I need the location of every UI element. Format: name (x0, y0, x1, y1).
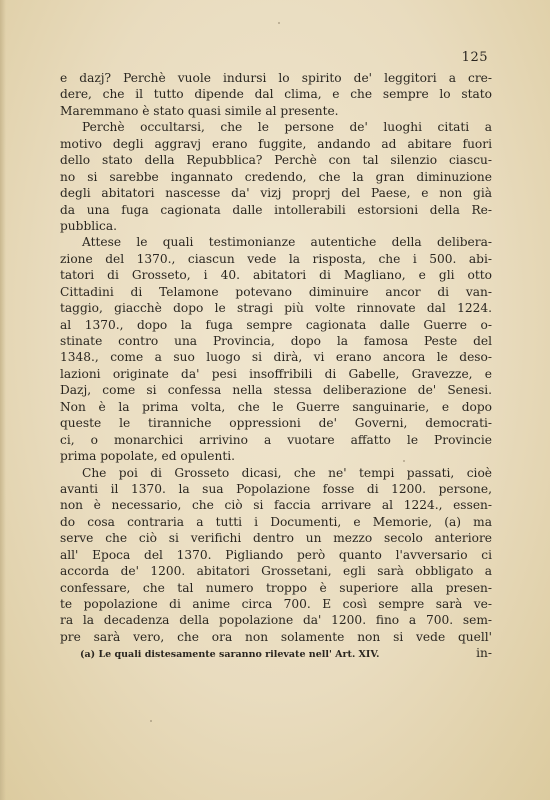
text-line: pubblica. (60, 218, 118, 233)
body-text (60, 70, 492, 662)
text-line: pre sarà vero, che ora non solamente non si vede quell' (60, 629, 492, 644)
text-line: accorda de' 1200. abitatori Grossetani, egli sarà obbligato a (60, 564, 492, 579)
text-line: Dazj, come si confessa nella stessa deliberazione de' Senesi. (60, 383, 492, 398)
text-line: prima popolate, ed opulenti. (60, 449, 236, 464)
text-line: serve che ciò si verifichi dentro un mezzo secolo anteriore (60, 531, 492, 546)
paper-speck (150, 720, 152, 722)
page-number: 125 (461, 50, 488, 65)
text-line: dere, che il tutto dipende dal clima, e che sempre lo stato (60, 87, 492, 102)
text-line: lazioni originate da' pesi insoffribili di Gabelle, Gravezze, e (60, 366, 492, 381)
text-line: ci, o monarchici arrivino a vuotare affatto le Provincie (60, 432, 492, 447)
text-line: stinate contro una Provincia, dopo la famosa Peste del (60, 334, 492, 348)
text-line: 1348., come a suo luogo si dirà, vi erano ancora le deso- (60, 350, 492, 365)
text-line: tatori di Grosseto, i 40. abitatori di Magliano, e gli otto (60, 268, 492, 283)
text-line: motivo degli aggravj erano fuggite, andando ad abitare fuori (60, 136, 492, 151)
text-line: queste le tiranniche oppressioni de' Governi, democrati- (60, 416, 492, 431)
text-line: taggio, giacchè dopo le stragi più volte rinnovate dal 1224. (60, 301, 492, 316)
catchword: in- (476, 646, 492, 661)
text-line: zione del 1370., ciascun vede la risposta, che i 500. abi- (60, 251, 492, 266)
text-line: degli abitatori nascesse da' vizj proprj del Paese, e non già (60, 186, 492, 201)
text-line: Non è la prima volta, che le Guerre sanguinarie, e dopo (60, 399, 492, 414)
text-line: te popolazione di anime circa 700. E così sempre sarà ve- (60, 597, 492, 611)
footnote: (a) Le quali distesamente saranno rilevate nell' Art. XIV. (80, 649, 380, 660)
text-line: Attese le quali testimonianze autentiche della delibera- (82, 235, 492, 250)
text-line: all' Epoca del 1370. Pigliando però quanto l'avversario ci (60, 547, 492, 562)
text-line: Perchè occultarsi, che le persone de' luoghi citati a (82, 120, 492, 135)
text-line: do cosa contraria a tutti i Documenti, e Memorie, (a) ma (60, 514, 492, 529)
paper-speck (278, 22, 280, 24)
text-line: e dazj? Perchè vuole indursi lo spirito de' leggitori a cre- (60, 71, 492, 85)
text-line: Che poi di Grosseto dicasi, che ne' tempi passati, cioè (82, 465, 492, 480)
text-line: dello stato della Repubblica? Perchè con tal silenzio ciascu- (60, 153, 492, 168)
text-line: Cittadini di Telamone potevano diminuire ancor di van- (60, 284, 492, 299)
text-line: confessare, che tal numero troppo è superiore alla presen- (60, 580, 492, 595)
text-line: Maremmano è stato quasi simile al presente. (60, 103, 339, 118)
text-line: avanti il 1370. la sua Popolazione fosse di 1200. persone, (60, 481, 492, 496)
text-line: al 1370., dopo la fuga sempre cagionata dalle Guerre o- (60, 317, 492, 332)
paper-speck (403, 460, 405, 462)
text-line: no si sarebbe ingannato credendo, che la gran diminuzione (60, 169, 492, 184)
page-edge-shadow (0, 0, 6, 800)
text-line: da una fuga cagionata dalle intollerabili estorsioni della Re- (60, 202, 492, 217)
text-line: ra la decadenza della popolazione da' 1200. fino a 700. sem- (60, 613, 492, 628)
text-line: non è necessario, che ciò si faccia arrivare al 1224., essen- (60, 498, 492, 513)
